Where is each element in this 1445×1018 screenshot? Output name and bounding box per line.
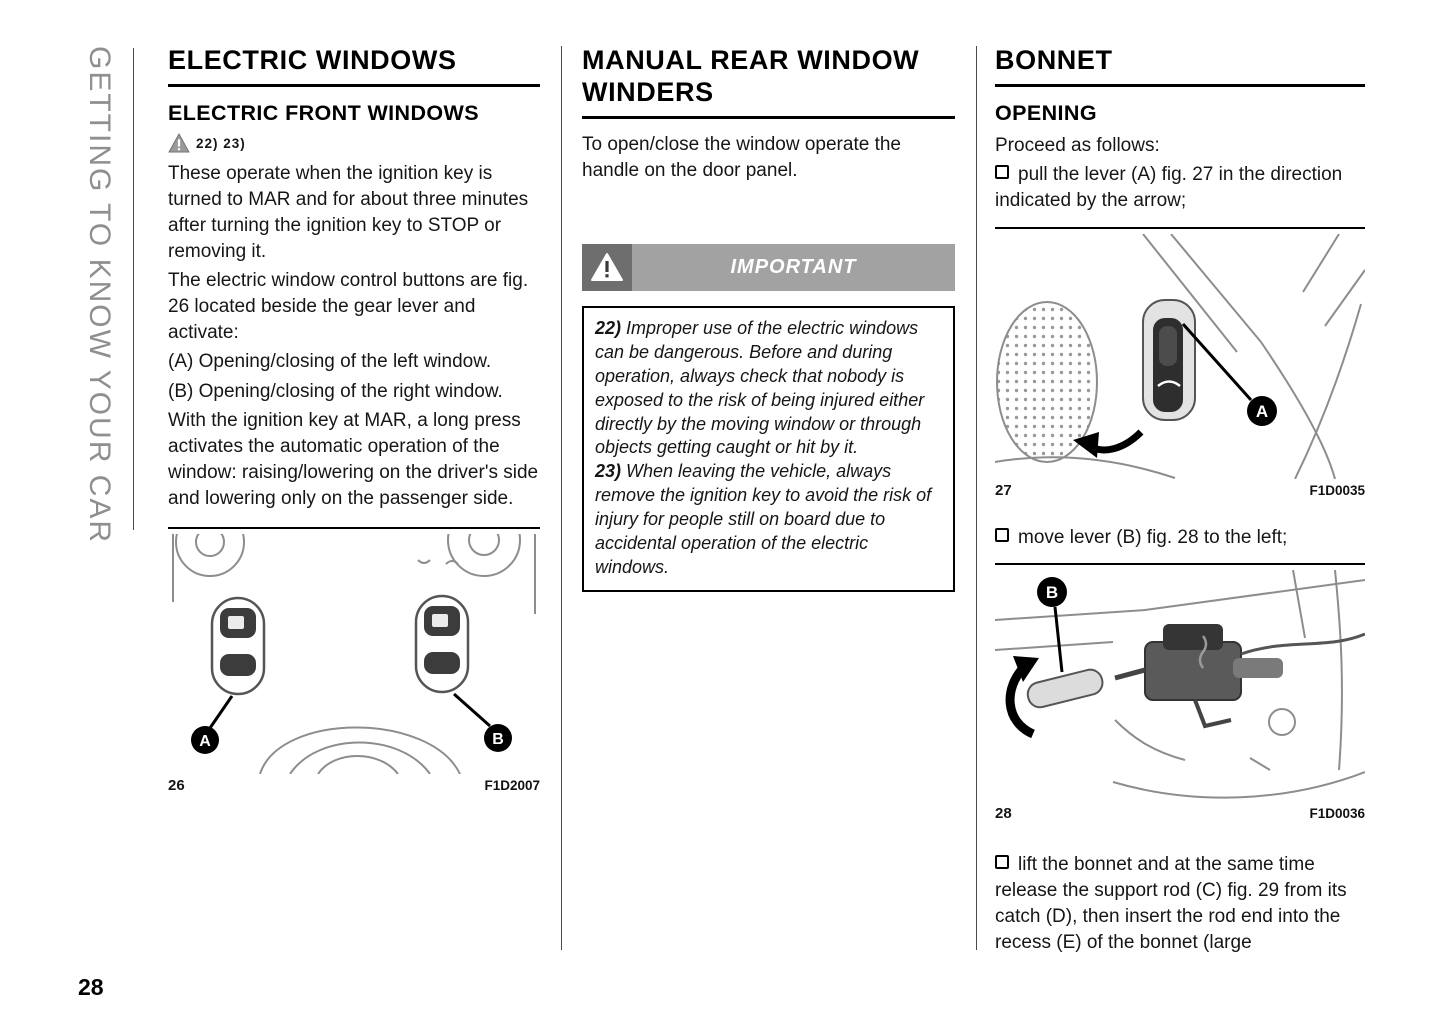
column-electric-windows [168, 45, 540, 794]
warning-note-numbers: 22) 23) [196, 135, 246, 151]
figure-caption [168, 777, 540, 794]
note-text: Improper use of the electric windows can be dangerous. Before and during operation, always check that nobody is exposed to the risk of being injured either directly by the moving window or through objects getting caught or hit by it. [595, 317, 925, 458]
square-bullet-icon [995, 165, 1009, 179]
column-divider-2 [976, 46, 977, 950]
figure-caption [995, 482, 1365, 499]
figure-28-illustration [995, 570, 1365, 802]
callout-b-label: B [492, 730, 504, 748]
figure-caption [995, 805, 1365, 822]
step-text: move lever (B) fig. 28 to the left; [1018, 527, 1288, 549]
section-title-bonnet: BONNET [995, 45, 1365, 87]
step-lift-bonnet [995, 852, 1365, 956]
paragraph: (B) Opening/closing of the right window. [168, 380, 503, 402]
step-text: pull the lever (A) fig. 27 in the direction indicated by the arrow; [995, 164, 1343, 212]
figure-27-illustration [995, 234, 1365, 479]
warning-triangle-icon [168, 133, 190, 153]
square-bullet-icon [995, 528, 1009, 542]
paragraph: (A) Opening/closing of the left window. [168, 351, 492, 373]
page-number: 28 [78, 974, 104, 1000]
step-pull-lever [995, 162, 1365, 214]
step-text: lift the bonnet and at the same time release the support rod (C) fig. 29 from its catch (D), then insert the rod end into the recess (E) of the bonnet (large [995, 854, 1347, 954]
warning-notes-box [582, 306, 955, 592]
note-22 [595, 317, 942, 461]
subsection-title-electric-front-windows: ELECTRIC FRONT WINDOWS [168, 100, 479, 125]
subsection-title-opening: OPENING [995, 100, 1097, 125]
figure-code: F1D0035 [1309, 483, 1365, 499]
figure-26-window-control-buttons [168, 527, 540, 794]
warning-reference-row [168, 133, 540, 153]
sidebar-rule [133, 48, 134, 530]
figure-number: 27 [995, 482, 1012, 500]
sidebar-section-label: GETTING TO KNOW YOUR CAR [83, 46, 116, 545]
paragraph: Proceed as follows: [995, 135, 1160, 157]
column-manual-rear-winders [582, 45, 955, 592]
column-bonnet [995, 45, 1365, 960]
note-text: When leaving the vehicle, always remove the ignition key to avoid the risk of injury for people still on board due to accidental operation of the electric windows. [595, 461, 932, 578]
step-move-lever [995, 525, 1365, 551]
important-label: IMPORTANT [730, 255, 857, 278]
figure-code: F1D2007 [484, 777, 540, 793]
figure-28-bonnet-latch [995, 563, 1365, 822]
figure-26-illustration [168, 534, 540, 774]
paragraph: The electric window control buttons are fig. 26 located beside the gear lever and activate: [168, 270, 529, 344]
note-23 [595, 460, 942, 580]
note-ref: 23) [595, 461, 622, 482]
figure-code: F1D0036 [1309, 806, 1365, 822]
section-title-electric-windows: ELECTRIC WINDOWS [168, 45, 540, 87]
warning-triangle-icon [590, 252, 624, 283]
column-divider-1 [561, 46, 562, 950]
section-title-manual-rear-window-winders: MANUAL REAR WINDOW WINDERS [582, 45, 955, 119]
square-bullet-icon [995, 855, 1009, 869]
important-banner [582, 244, 955, 291]
paragraph: To open/close the window operate the handle on the door panel. [582, 133, 901, 181]
figure-number: 26 [168, 776, 185, 794]
figure-27-bonnet-lever [995, 227, 1365, 499]
paragraph: With the ignition key at MAR, a long press activates the automatic operation of the window: raising/lowering on the driver's side and lowering only on the passenger side. [168, 409, 539, 509]
callout-a-label: A [199, 732, 211, 750]
paragraph: These operate when the ignition key is turned to MAR and for about three minutes after turning the ignition key to STOP or removing it. [168, 163, 529, 263]
note-ref: 22) [595, 317, 622, 338]
callout-b-label: B [1045, 583, 1059, 603]
callout-a-label: A [1255, 402, 1269, 422]
figure-number: 28 [995, 805, 1012, 823]
important-icon-box [582, 244, 632, 291]
